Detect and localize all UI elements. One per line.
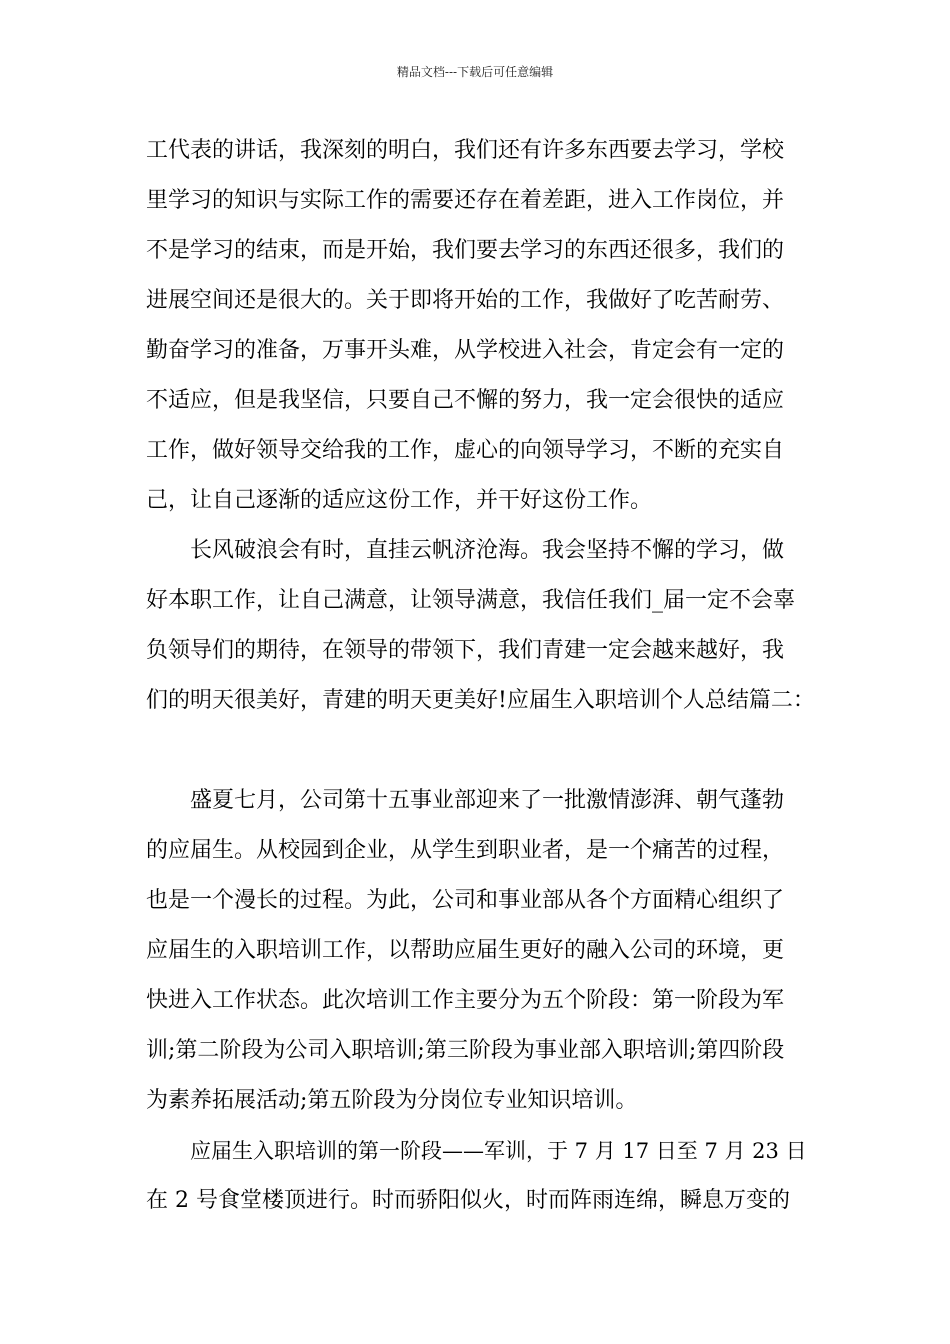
text-line: 应届生的入职培训工作，以帮助应届生更好的融入公司的环境，更 — [146, 938, 785, 963]
text-line: 负领导们的期待，在领导的带领下，我们青建一定会越来越好，我 — [146, 638, 785, 663]
text-line: 工代表的讲话，我深刻的明白，我们还有许多东西要去学习，学校 — [146, 138, 785, 163]
paragraph — [146, 531, 818, 731]
paragraph — [146, 1131, 818, 1231]
text-line: 好本职工作，让自己满意，让领导满意，我信任我们_届一定不会辜 — [146, 588, 796, 613]
text-line: 己，让自己逐渐的适应这份工作，并干好这份工作。 — [146, 488, 653, 513]
paragraph — [146, 131, 818, 531]
text-line: 不是学习的结束，而是开始，我们要去学习的东西还很多，我们的 — [146, 238, 785, 263]
text-line: 盛夏七月，公司第十五事业部迎来了一批激情澎湃、朝气蓬勃 — [190, 788, 785, 813]
text-line: 里学习的知识与实际工作的需要还存在着差距，进入工作岗位，并 — [146, 188, 785, 213]
text-line: 不适应，但是我坚信，只要自己不懈的努力，我一定会很快的适应 — [146, 388, 785, 413]
text-line: 在 2 号食堂楼顶进行。时而骄阳似火，时而阵雨连绵，瞬息万变的 — [146, 1188, 790, 1213]
blank-line — [146, 731, 818, 781]
paragraph — [146, 781, 818, 1131]
text-line: 长风破浪会有时，直挂云帆济沧海。我会坚持不懈的学习，做 — [190, 538, 785, 563]
text-line: 们的明天很美好，青建的明天更美好!应届生入职培训个人总结篇二： — [146, 688, 815, 713]
text-line: 训;第二阶段为公司入职培训;第三阶段为事业部入职培训;第四阶段 — [146, 1038, 785, 1063]
text-line: 勤奋学习的准备，万事开头难，从学校进入社会，肯定会有一定的 — [146, 338, 785, 363]
text-line: 工作，做好领导交给我的工作，虚心的向领导学习，不断的充实自 — [146, 438, 785, 463]
text-line: 为素养拓展活动;第五阶段为分岗位专业知识培训。 — [146, 1088, 638, 1113]
page-header: 精品文档---下载后可任意编辑 — [396, 65, 554, 79]
text-line: 的应届生。从校园到企业，从学生到职业者，是一个痛苦的过程， — [146, 838, 785, 863]
text-line: 应届生入职培训的第一阶段——军训，于 7 月 17 日至 7 月 23 日 — [190, 1139, 807, 1163]
text-line: 快进入工作状态。此次培训工作主要分为五个阶段：第一阶段为军 — [146, 988, 785, 1013]
text-line: 进展空间还是很大的。关于即将开始的工作，我做好了吃苦耐劳、 — [146, 288, 785, 313]
text-line: 也是一个漫长的过程。为此，公司和事业部从各个方面精心组织了 — [146, 888, 785, 913]
document-body — [146, 131, 818, 1231]
